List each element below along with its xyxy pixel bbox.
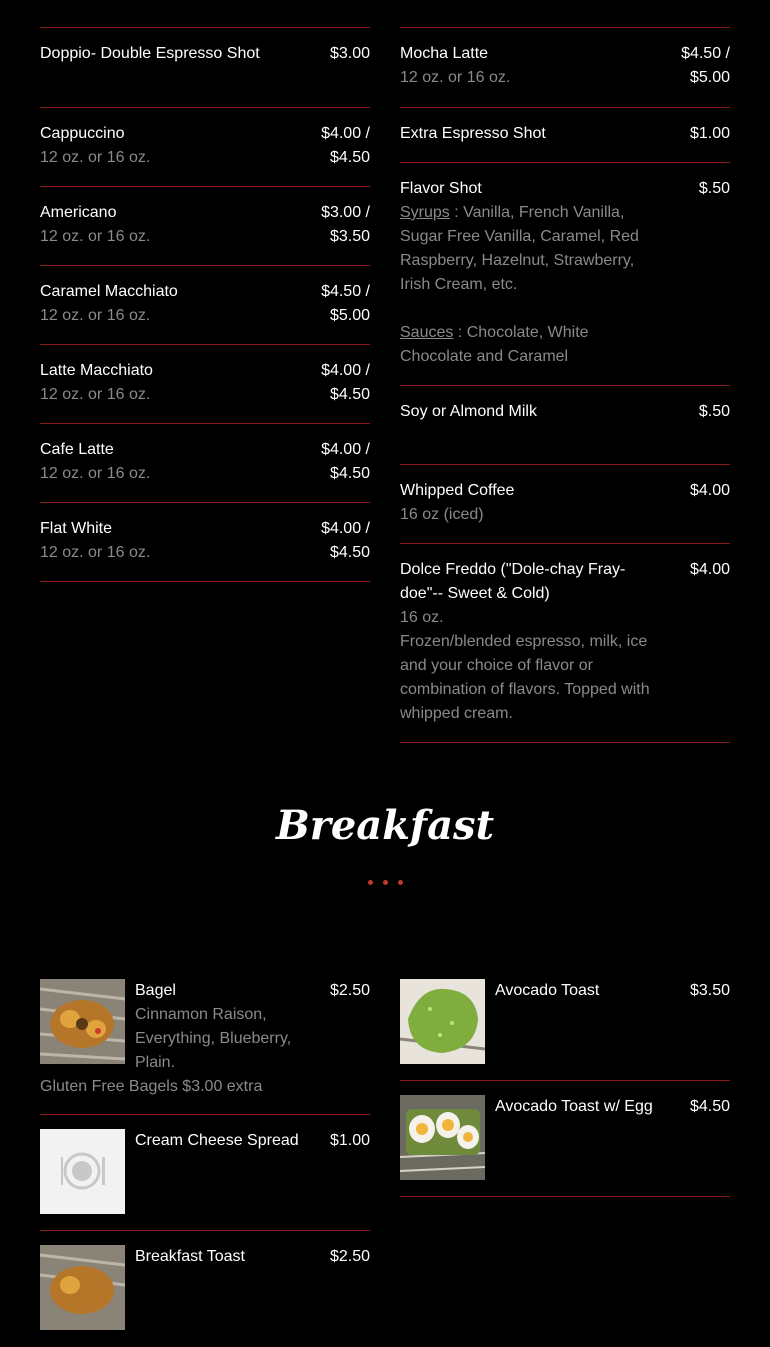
title-ornament <box>0 872 770 890</box>
item-name: Avocado Toast <box>495 982 600 999</box>
item-description: 12 oz. or 16 oz. <box>40 544 151 561</box>
menu-item <box>40 187 370 266</box>
item-price: $4.00 <box>689 561 730 578</box>
item-name: Flat White <box>40 520 113 537</box>
item-name: Cafe Latte <box>40 441 114 458</box>
item-name: Breakfast Toast <box>135 1248 245 1265</box>
item-description <box>400 201 662 369</box>
menu-item <box>400 163 730 386</box>
item-name: Doppio- Double Espresso Shot <box>40 45 260 62</box>
item-description: Cinnamon Raison, Everything, Blueberry, Plain. <box>135 1006 292 1071</box>
menu-item <box>400 465 730 544</box>
item-name: Cream Cheese Spread <box>135 1132 299 1149</box>
item-name: Flavor Shot <box>400 180 482 197</box>
item-price: $1.00 <box>329 1132 370 1149</box>
item-name: Whipped Coffee <box>400 482 515 499</box>
menu-item <box>400 544 730 743</box>
item-description: 16 oz (iced) <box>400 506 484 523</box>
item-price: $.50 <box>698 180 730 197</box>
item-price: $4.50 / $5.00 <box>681 45 730 86</box>
menu-item <box>400 386 730 465</box>
ornament-dot <box>368 880 373 885</box>
syrups-link[interactable]: Syrups <box>400 204 450 221</box>
avocado-toast-photo[interactable] <box>400 979 485 1064</box>
item-name: Latte Macchiato <box>40 362 153 379</box>
item-name: Dolce Freddo ("Dole-chay Fray-doe"-- Sweet & Cold) <box>400 561 626 602</box>
item-description: 12 oz. or 16 oz. <box>40 386 151 403</box>
item-name: Caramel Macchiato <box>40 283 178 300</box>
menu-item <box>400 108 730 163</box>
menu-item-partial <box>400 0 730 28</box>
section-title-breakfast: Breakfast <box>275 802 495 849</box>
item-name: Mocha Latte <box>400 45 489 62</box>
menu-item <box>400 1081 730 1197</box>
item-price: $4.00 / $4.50 <box>321 520 370 561</box>
item-price: $3.50 <box>689 982 730 999</box>
item-name: Extra Espresso Shot <box>400 125 546 142</box>
item-price: $.50 <box>698 403 730 420</box>
item-description: 12 oz. or 16 oz. <box>40 465 151 482</box>
menu-item <box>40 1115 370 1231</box>
item-name: Americano <box>40 204 117 221</box>
menu-item <box>40 503 370 582</box>
item-price: $4.00 <box>689 482 730 499</box>
menu-item <box>400 28 730 108</box>
item-name: Cappuccino <box>40 125 125 142</box>
ornament-dot <box>398 880 403 885</box>
syrups-text: : Vanilla, French Vanilla, Sugar Free Vanilla, Caramel, Red Raspberry, Hazelnut, Strawberry, Irish Cream, etc. <box>400 204 639 293</box>
item-description: 12 oz. or 16 oz. <box>40 149 151 166</box>
menu-item <box>40 266 370 345</box>
item-price: $4.00 / $4.50 <box>321 125 370 166</box>
item-price: $4.00 / $4.50 <box>321 362 370 403</box>
menu-item <box>40 424 370 503</box>
menu-item <box>40 1231 370 1347</box>
item-description: 12 oz. or 16 oz. <box>400 69 511 86</box>
item-price: $2.50 <box>329 982 370 999</box>
item-price: $1.00 <box>689 125 730 142</box>
sauces-link[interactable]: Sauces <box>400 324 454 341</box>
item-price: $4.50 / $5.00 <box>321 283 370 324</box>
item-description: 16 oz. Frozen/blended espresso, milk, ice and your choice of flavor or combination of flavors. Topped with whipped cream. <box>400 609 650 722</box>
menu-item <box>400 965 730 1081</box>
item-name: Bagel <box>135 982 176 999</box>
ornament-dot <box>383 880 388 885</box>
sauces-text: : Chocolate, White Chocolate and Caramel <box>400 324 589 365</box>
menu-item <box>40 108 370 187</box>
menu-item <box>40 345 370 424</box>
item-description: 12 oz. or 16 oz. <box>40 228 151 245</box>
item-price: $3.00 / $3.50 <box>321 204 370 245</box>
item-price: $4.50 <box>689 1098 730 1115</box>
bagel-photo[interactable] <box>40 1245 125 1330</box>
menu-item <box>40 965 370 1115</box>
bagel-photo[interactable] <box>40 979 125 1064</box>
item-description: 12 oz. or 16 oz. <box>40 307 151 324</box>
item-price: $4.00 / $4.50 <box>321 441 370 482</box>
plate-placeholder-icon[interactable] <box>40 1129 125 1214</box>
avocado-egg-photo[interactable] <box>400 1095 485 1180</box>
item-price: $3.00 <box>329 45 370 62</box>
item-price: $2.50 <box>329 1248 370 1265</box>
item-name: Soy or Almond Milk <box>400 403 537 420</box>
item-extra-note: Gluten Free Bagels $3.00 extra <box>40 1078 263 1095</box>
menu-item <box>40 28 370 108</box>
item-name: Avocado Toast w/ Egg <box>495 1098 653 1115</box>
